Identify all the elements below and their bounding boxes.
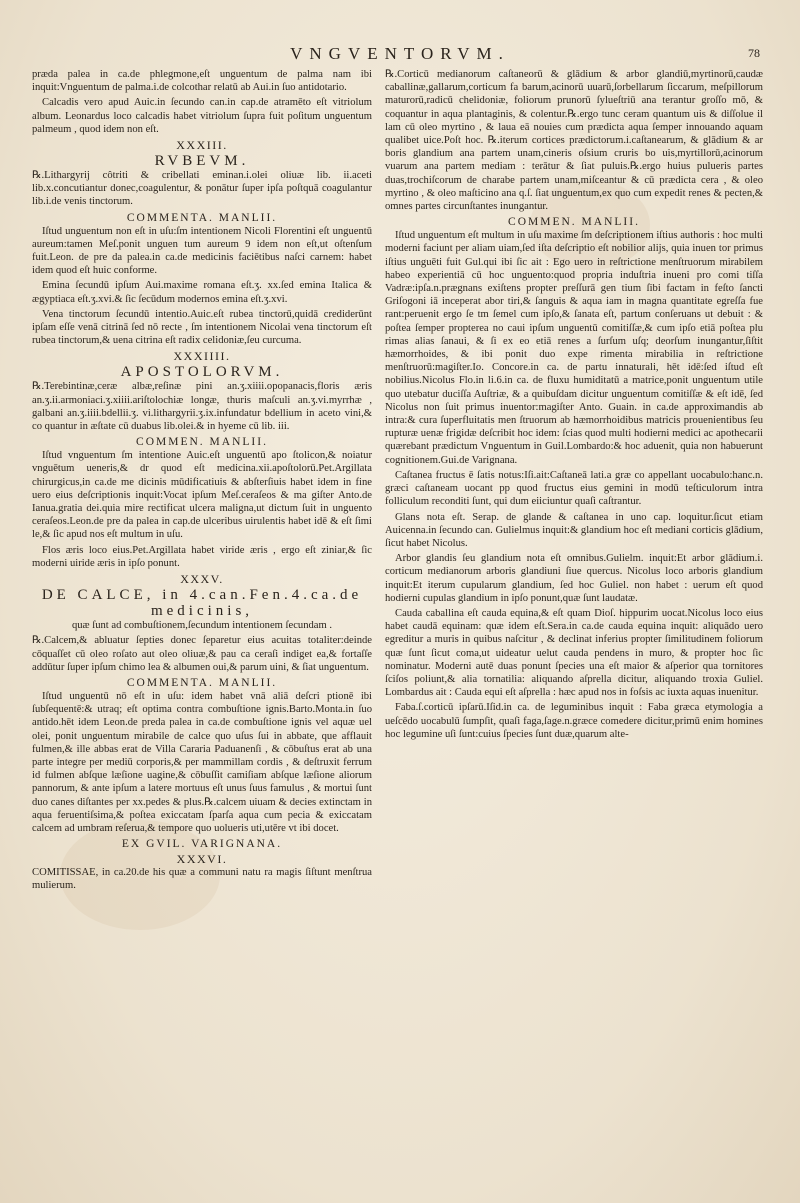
paragraph: Cauda caballina eſt cauda equina,& eſt quam Dioſ. hippurim uocat.Nicolus loco eius habet caudā equinam: quæ idem eſt.Sera.in ca.de cauda equina inquit: aliquādo uero egreditur a muris in quibus naſcitur , & declinat inferius propter ſimilitudinem foliorum quæ ſunt ſicut coma,ut uideatur uelut cauda pendens in muro, & propter hoc ſic nominatur. Moderni autē duas ponunt ſpecies una eſt maior & aſperior qua tornitores ſciſos poliunt,& alia tornatilia: aliquando aſprella dicitur, aliquando troxia Guliel. Lombardus ait : Cauda equi eſt aſprella : hæc apud nos in foſsis ac iuxta aquas inuenitur. bbox=[385, 607, 763, 699]
paragraph: Iſtud unguentum eſt multum in uſu maxime ſm deſcriptionem iſtius authoris : hoc multi moderni faciunt per aliam uiam,ſed iſta deſcriptio eſt nobilior alijs, quia inuen tor primus iſtius unguēti fuit Gul.qui ibi ſic ait : Ego uero in reſtrictione menſtruorum mirabilem habeo experientiā cū hoc unguento:quod propria induſtria inueni pro comi tiſſa Vadræ:ipſa.n.prægnans exiſtens propter preſſurā gen tium ſibi factam in feſto ſancti Griſogoni iā inceperat abor tiri,& ſanguis & aqua iam in magna quantitate egreſſa fue rant:peruenit ergo ſe tm ſemel cum ipſo,& ſanata eſt, partum conſeruans ut debuit : & poſtea ſemper propterea no caui ipſum unguentū comitiſſæ,& cum ipſo etiā poſtea plu rimas alias ſanaui, & ſi ex eo etiā renes a ſurſum uſq; deorſum inungantur,ſiſtit hæmorrhoides, & ibi ponit duo expe rimenta mirabilia in reſtrictione menſtruorū:magiſter.Io. Concore.in ca. de partu innaturali, hēt idē:ſed iſtud eſt nobilius.Nicolus Flo.in li.6.in ca. de fluxu humiditatū a matrice,ponit unguentum utile quo utebatur duciſſa Auſtriæ, & a quibuſdam dicitur unguentum comitiſſæ & eſt idē, ſed Nicolus non ſuit primus inuentor:magiſter Anto. Guain. in ca.de approximandis ab intra:& cura ſuperfluitatis men ſtruorum ab hæmorrhoidibus matricis prouenientibus ſeu rupturæ uenæ frigidæ deſcribit hoc idem: ſcias quod multi hodierni medici ac apothecarii quærebant prædictum Vnguentum in Guil.Lombardo:& hoc aduenit, quia non habuerunt cognitionem.Gui.de Varignana. bbox=[385, 230, 763, 466]
paragraph: COMITISSAE, in ca.20.de his quæ a communi natu ra magis ſiſtunt menſtrua mulierum. bbox=[32, 867, 372, 892]
paragraph: Vena tinctorum ſecundū intentio.Auic.eſt rubea tinctorū,quidā crediderūnt ipſam eſſe venā citrinā ſed nō recte , ſm intentionem Nicolai vena tinctorum eſt rubea tinctorum,& uena citrina eſt radix celidoniæ,ſeu curcuma. bbox=[32, 308, 372, 347]
right-column bbox=[385, 68, 763, 743]
left-column bbox=[32, 68, 372, 895]
paragraph: præda palea in ca.de phlegmone,eſt unguentum de palma nam ibi inquit:Vnguentum de palma.i.de colcothar relatū ab Aui.in ſuo antidotario. bbox=[32, 69, 372, 94]
section-number: XXXIII. bbox=[176, 138, 228, 153]
paragraph: Iſtud unguentum non eſt in uſu:ſm intentionem Nicoli Florentini eſt unguentū aureum:tamen Meſ.ponit unguen tum aureum 9 idem non eſt,ut oſtenſum fuit.Leon. de pre da palea.in ca.de medicinis faciētibus naſci carnem: habet idem quod eſt huic conforme. bbox=[32, 225, 372, 277]
paragraph: ℞.Calcem,& abluatur ſepties donec ſeparetur eius acuitas totaliter:deinde cōquaſſet cū oleo roſato aut oleo oliuæ,& pau ca ceraſi indiget ea,& fortaſſe addūtur ſuper ipſum chimo lea & albumen oui,& parum uini, & ſiat unguentum. bbox=[32, 635, 372, 673]
section-subtitle: quæ ſunt ad combuſtionem,ſecundum intentionem ſecundam . bbox=[71, 620, 333, 632]
paragraph: Arbor glandis ſeu glandium nota eſt omnibus.Gulielm. inquit:Et arbor glādium.i. corticum medianorum arboris glandiuni ſiue quercus. Nicolus loco arboris glandium inquit:Et iterum cupularum glandium, ſed hoc Guliel. non habet : uerum eſt quod hodierni cupulas glandium in ipſo ponunt,quæ ſunt laudatæ. bbox=[385, 553, 763, 604]
section-number: XXXVI. bbox=[176, 852, 228, 867]
commentary-heading: COMMENTA. MANLII. bbox=[126, 211, 278, 224]
page-number: 78 bbox=[748, 46, 760, 60]
commentary-heading: COMMEN. MANLII. bbox=[136, 436, 268, 449]
paragraph: ℞.Corticū medianorum caſtaneorū & glādium & arbor glandiū,myrtinorū,caudæ caballinæ,gallarum,corticum fa barum,acinorū uuarū,ſorbellarum ſiccarum, meſpillorum maturorū,radicū chelidoniæ, foliorum prunorū ſylueſtriū ana terantur groſſo mō, & coquantur in aqua plantaginis, & colentur.℞.ergo tunc ceram quantum uis & diſſolue il lam cū oleo myrtino , & laua eā nouies cum prædicta aqua ſemper innouando aquam qualibet uice.Poſt hoc. ℞.iterum cortices prædictorum.i.caſtanearum, & glādium & ar boris glandium ana partem unam,cineris oſsium cruris bo uis,myrtillorū,acinorum vuarum ana partem mediam : terātur & ſiat puluis.℞.ergo huius pulueris partes duas,trochiſcorum de charabe partem unam,miſceantur & cū prædicta cera , & oleo myrtino , & oleo maſticino ana q.ſ. ſiat unguentum,ex quo cum expedit renes & pecten,& omnes partes circunſtantes inungantur. bbox=[385, 69, 763, 213]
section-number: XXXV. bbox=[180, 572, 224, 587]
section-number: XXXIIII. bbox=[173, 349, 231, 364]
paragraph: ℞.Terebintinæ,ceræ albæ,reſinæ pini an.ʒ.xiiii.opopanacis,floris æris an.ʒ.ii.armoniaci.ʒ.xiiii.ariſtolochiæ longæ, thuris maſculi an.ʒ.vi.myrrhæ , galbani an.ʒ.iiii.bdellii.ʒ. vi.lithargyrii.ʒ.ix.infundatur bdellium in aceto vini,& co quantur in æſtate cū duabus lib.olei.& in hyeme cū lib. iii. bbox=[32, 381, 372, 433]
section-title: APOSTOLORVM. bbox=[120, 364, 284, 381]
paragraph: Emina ſecundū ipſum Aui.maxime romana eſt.ʒ. xx.ſed emina Italica & ægyptiaca eſt.ʒ.xvi.& ſic ſecūdum modernos emina eſt.ʒ.xvi. bbox=[32, 280, 372, 305]
paragraph: Faba.ſ.corticū ipſarū.Iſid.in ca. de leguminibus inquit : Faba græca etymologia a ueſcēdo uocabulū ſumpſit, quaſi faga,ſage.n.græce comedere dicitur,primū enim homines hoc legumine uſi ſunt:cuius ſpecies ſunt duæ,quarum alte- bbox=[385, 702, 763, 740]
commentary-heading: COMMENTA. MANLII. bbox=[126, 676, 278, 689]
section-title: DE CALCE, in 4.can.Fen.4.ca.de medicinis, bbox=[41, 587, 363, 620]
paragraph: Caſtanea fructus ē ſatis notus:Iſi.ait:Caſtaneā lati.a græ co appellant uocabulo:hanc.n. græci caſtaneam uocant pp quod fructus eius gemini in modū teſticulorum intra folliculum reconditi ſunt, qui dum eiiciuntur quaſi caſtrantur. bbox=[385, 469, 763, 508]
paragraph: Flos æris loco eius.Pet.Argillata habet viride æris , ergo eſt ziniar,& ſic moderni uiride æris in ipſo ponunt. bbox=[32, 544, 372, 569]
paragraph: ℞.Lithargyrij côtriti & cribellati eminan.i.olei oliuæ lib. ii.aceti lib.x.concutiantur donec,coagulentur, & ponātur ſuper ipſa poſtquā coagulantur lib.i.de venis tinctorum. bbox=[32, 170, 372, 208]
paragraph: Calcadis vero apud Auic.in ſecundo can.in cap.de atramēto eſt vitriolum album. Leonardus loco calcadis habet vitriolum ſupra fuit poſitum unguentum palmeum , quod idem non eſt. bbox=[32, 97, 372, 135]
paragraph: Glans nota eſt. Serap. de glande & caſtanea in uno cap. loquitur.ſicut etiam Auicenna.in ſecundo can. Gulielmus inquit:& glandium hoc eſt mediani corticis glādium, ſicut habet Nicolus. bbox=[385, 511, 763, 549]
commentary-heading: COMMEN. MANLII. bbox=[508, 216, 640, 229]
paragraph: Iſtud vnguentum ſm intentione Auic.eſt unguentū apo ſtolicon,& noiatur vnguētum ueneris,& dr quod eſt medicina.xii.apoſtolorū.Pet.Argillata chirurgicus,in ca.de me dicinis mūdificatiuis & abſterſiuis habet idem in fine uero eius deſcriptionis inquit:Vocat ipſum Meſ.ceraſeos & ma giſter Anto.de Ianua.gratia dei.quia mire rectificat ulcera maligna,ut dictum ſuit in unguento ceraſeos.Leon.de pre da palea in cap.de ulceribus uirulentis habet idē & eſt ſimi le,& ſic apud nos eſt multum in uſu. bbox=[32, 450, 372, 541]
paragraph: Iſtud unguentū nō eſt in uſu: idem habet vnā aliā deſcri ptionē ibi ſubſequentē:& utraq; eſt optima contra combuſtione ignis.Barto.Monta.in ſuo antido.hēt idem Leon.de preda palea in ca.de combuſtione ignis vel aquæ uel olei, ponit unguentum mirabile de calce quo uſus ſui in abbate, que afflauit fulmen,& ille abbas erat de Villa Cararia Paduanenſi , & cōbuſtus erat ab una parte integre per mediū corporis,& per mammillam cordis , & deſtruxit ferrum id fulmen abſque læſione uagine,& cōbuſſit camiſiam abſque læſione aliorum pannorum, & ante ipſum a latere mortuus eſt unus ſuus famulus , & mortui ſunt duo canes diſtantes per xx.pedes & plus.℞.calcem uiuam & decies extinctam in aqua feruentiſsima,& poſtea exiccatam ſparſa aqua cum pecia & exiccatam calcem ad umbram reſerua,& tempore quo uolueris uti,utēre vt ibi docet. bbox=[32, 690, 372, 834]
running-head: VNGVENTORVM. bbox=[290, 44, 510, 63]
commentary-heading: EX GVIL. VARIGNANA. bbox=[121, 838, 283, 851]
section-title: RVBEVM. bbox=[154, 153, 250, 170]
